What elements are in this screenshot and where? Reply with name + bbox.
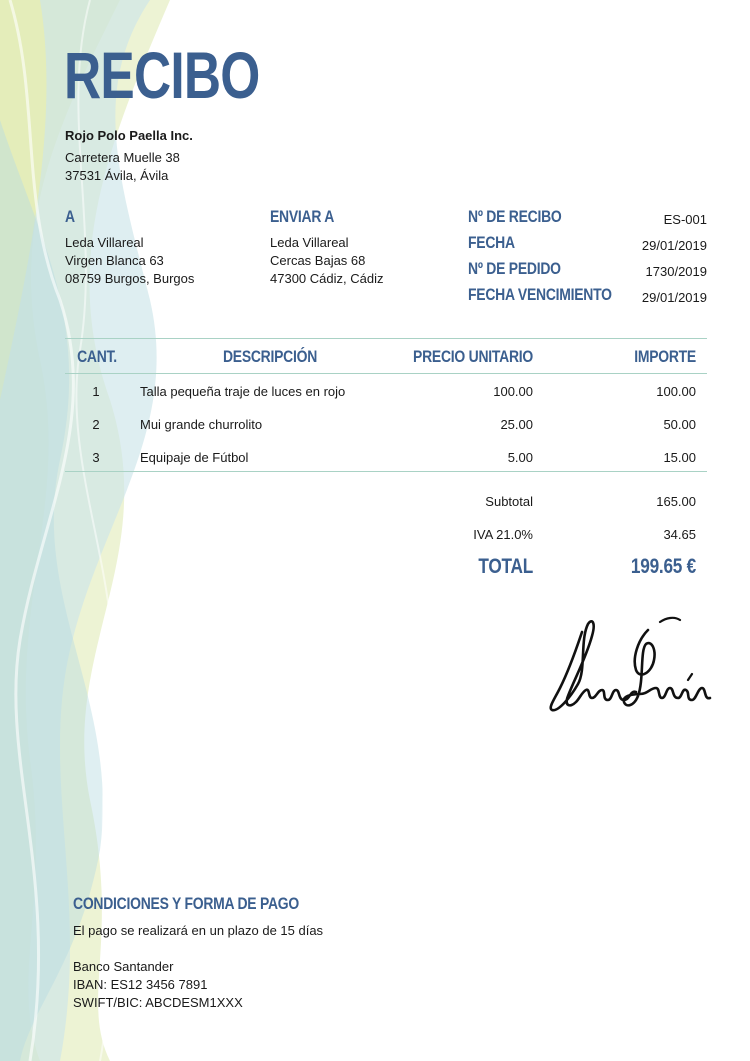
table-row xyxy=(0,417,750,433)
ship-to-address-line2: 47300 Cádiz, Cádiz xyxy=(270,271,384,286)
date-value: 29/01/2019 xyxy=(641,238,707,253)
row-qty: 3 xyxy=(92,450,100,465)
column-header-qty: CANT. xyxy=(77,347,117,366)
row-description: Talla pequeña traje de luces en rojo xyxy=(140,384,346,399)
subtotal-value: 165.00 xyxy=(656,494,696,509)
row-qty: 2 xyxy=(92,417,100,432)
row-unit-price: 25.00 xyxy=(500,417,533,432)
column-header-description: DESCRIPCIÓN xyxy=(222,347,318,366)
table-top-rule xyxy=(65,338,707,339)
receipt-number-label: Nº DE RECIBO xyxy=(468,207,562,226)
ship-to-heading: ENVIAR A xyxy=(270,207,335,226)
order-number-value: 1730/2019 xyxy=(645,264,707,279)
total-label: TOTAL xyxy=(478,555,533,578)
row-amount: 100.00 xyxy=(656,384,696,399)
bill-to-address-line1: Virgen Blanca 63 xyxy=(65,253,164,268)
bill-to-name: Leda Villareal xyxy=(65,235,144,250)
tax-label: IVA 21.0% xyxy=(473,527,533,542)
bank-name: Banco Santander xyxy=(73,959,174,974)
due-date-label: FECHA VENCIMIENTO xyxy=(468,285,612,304)
row-amount: 50.00 xyxy=(663,417,696,432)
page-title: RECIBO xyxy=(64,38,260,112)
receipt-number-value: ES-001 xyxy=(663,212,707,227)
company-address-line1: Carretera Muelle 38 xyxy=(65,150,180,165)
company-name: Rojo Polo Paella Inc. xyxy=(65,128,193,143)
subtotal-label: Subtotal xyxy=(485,494,533,509)
table-row xyxy=(0,450,750,466)
table-row xyxy=(0,384,750,400)
column-header-unit-price: PRECIO UNITARIO xyxy=(413,347,533,366)
iban: IBAN: ES12 3456 7891 xyxy=(73,977,208,992)
bill-to-heading: A xyxy=(65,207,75,226)
swift-bic: SWIFT/BIC: ABCDESM1XXX xyxy=(73,995,243,1010)
column-header-amount: IMPORTE xyxy=(634,347,696,366)
signature-image xyxy=(540,610,715,720)
due-date-value: 29/01/2019 xyxy=(641,290,707,305)
total-value: 199.65 € xyxy=(630,555,696,578)
order-number-label: Nº DE PEDIDO xyxy=(468,259,561,278)
row-qty: 1 xyxy=(92,384,100,399)
ship-to-name: Leda Villareal xyxy=(270,235,349,250)
row-description: Equipaje de Fútbol xyxy=(140,450,249,465)
row-unit-price: 100.00 xyxy=(493,384,533,399)
tax-value: 34.65 xyxy=(663,527,696,542)
bill-to-address-line2: 08759 Burgos, Burgos xyxy=(65,271,195,286)
table-header-rule xyxy=(65,373,707,374)
row-amount: 15.00 xyxy=(663,450,696,465)
table-bottom-rule xyxy=(65,471,707,472)
row-unit-price: 5.00 xyxy=(507,450,533,465)
terms-text: El pago se realizará en un plazo de 15 días xyxy=(73,923,324,938)
terms-heading: CONDICIONES Y FORMA DE PAGO xyxy=(73,894,299,913)
date-label: FECHA xyxy=(468,233,515,252)
company-address-line2: 37531 Ávila, Ávila xyxy=(65,168,169,183)
ship-to-address-line1: Cercas Bajas 68 xyxy=(270,253,366,268)
row-description: Mui grande churrolito xyxy=(140,417,263,432)
